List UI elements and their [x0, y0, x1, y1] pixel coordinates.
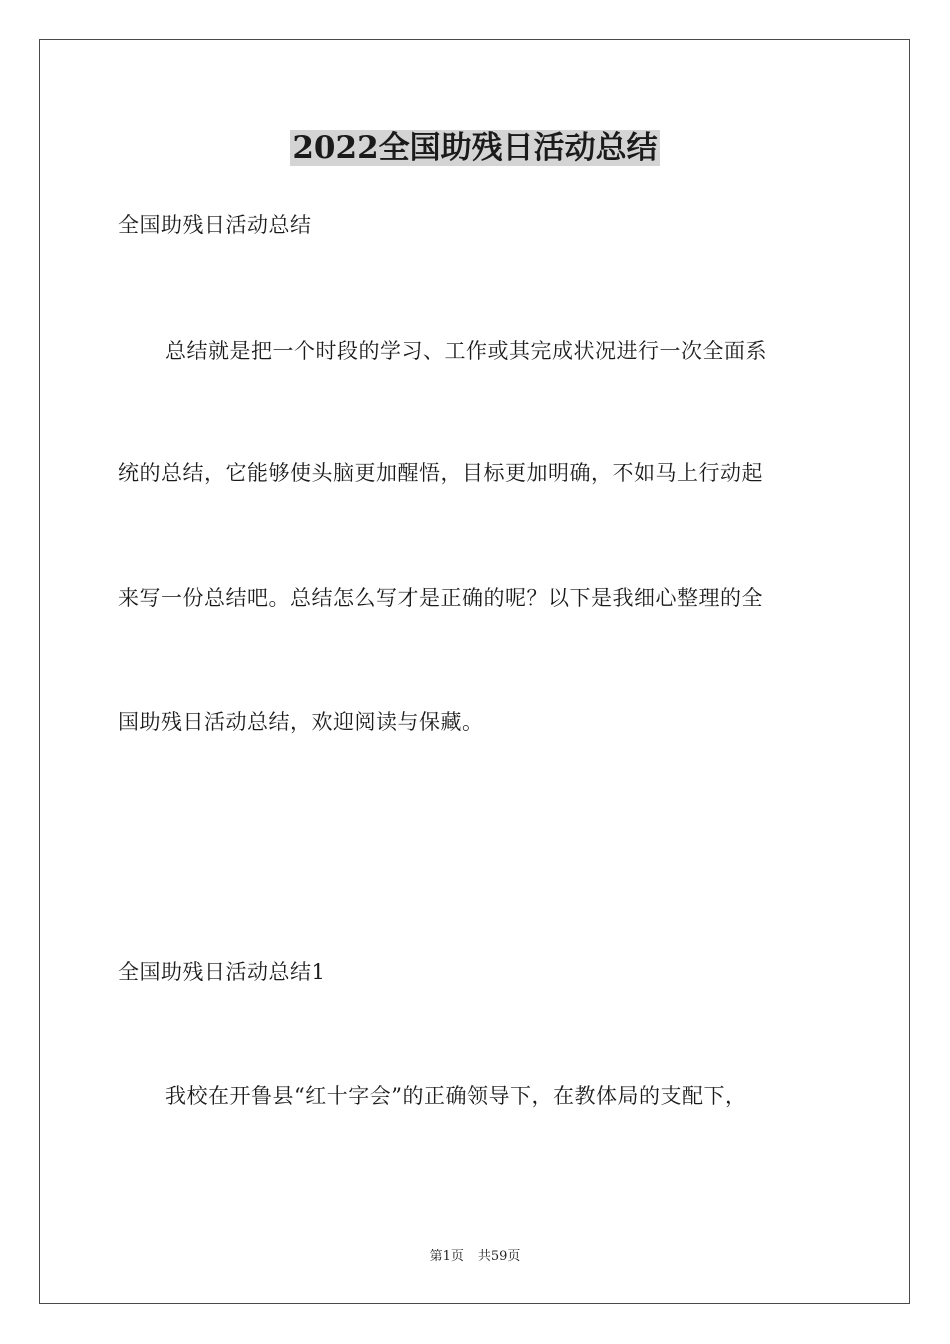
page-number: 第1页 — [429, 1249, 464, 1264]
paragraph-line: 来写一份总结吧。总结怎么写才是正确的呢？以下是我细心整理的全 — [118, 586, 763, 610]
page-total: 共59页 — [477, 1249, 521, 1264]
document-title: 2022全国助残日活动总结 — [292, 130, 658, 166]
paragraph-line: 总结就是把一个时段的学习、工作或其完成状况进行一次全面系 — [165, 339, 767, 363]
document-title-container — [0, 128, 950, 168]
paragraph-line: 统的总结，它能够使头脑更加醒悟，目标更加明确，不如马上行动起 — [118, 461, 763, 485]
paragraph-line: 国助残日活动总结，欢迎阅读与保藏。 — [118, 710, 484, 734]
document-subtitle: 全国助残日活动总结 — [118, 213, 312, 237]
section-heading: 全国助残日活动总结1 — [118, 960, 326, 984]
page-footer — [0, 1248, 950, 1266]
paragraph-line: 我校在开鲁县“红十字会”的正确领导下，在教体局的支配下， — [165, 1084, 747, 1108]
